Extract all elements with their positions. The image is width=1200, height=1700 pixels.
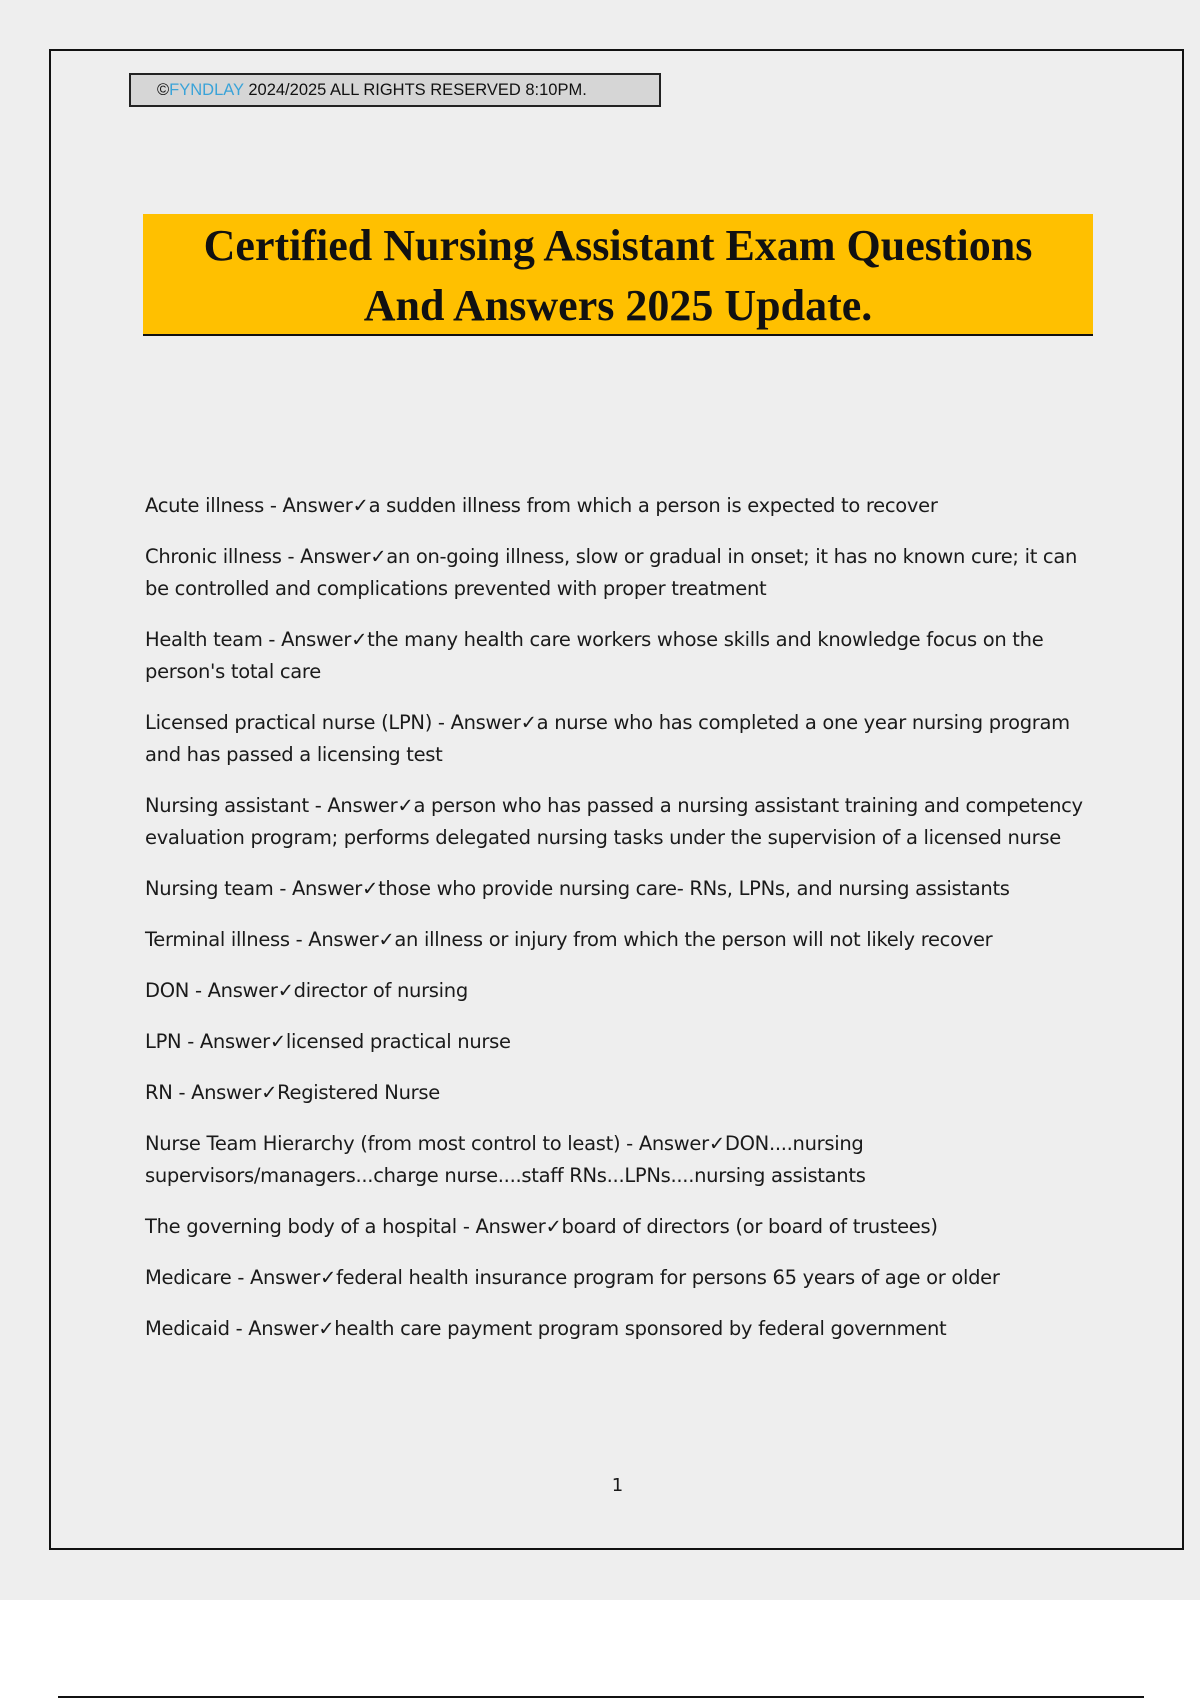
answer-label: - Answer (172, 1081, 262, 1104)
qa-item (145, 873, 1090, 905)
answer-label: - Answer (229, 1317, 319, 1340)
qa-item (145, 490, 1090, 522)
checkmark-icon: ✓ (277, 979, 294, 1002)
qa-term: LPN (145, 1030, 182, 1053)
checkmark-icon: ✓ (351, 628, 368, 651)
qa-term: Chronic illness (145, 545, 282, 568)
qa-list (145, 490, 1090, 1364)
qa-term: DON (145, 979, 190, 1002)
checkmark-icon: ✓ (378, 928, 395, 951)
checkmark-icon: ✓ (318, 1317, 335, 1340)
copyright-symbol: © (157, 81, 170, 99)
answer-label: - Answer (432, 711, 521, 734)
qa-term: Nursing assistant (145, 794, 309, 817)
qa-term: RN (145, 1081, 173, 1104)
title-line-1: Certified Nursing Assistant Exam Questions (203, 221, 1033, 270)
qa-term: Health team (145, 628, 263, 651)
answer-label: - Answer (289, 928, 379, 951)
qa-item (145, 790, 1090, 854)
checkmark-icon: ✓ (261, 1081, 278, 1104)
qa-item (145, 541, 1090, 605)
answer-label: - Answer (263, 494, 353, 517)
checkmark-icon: ✓ (397, 794, 414, 817)
qa-item (145, 1128, 1090, 1192)
answer-label: - Answer (456, 1215, 546, 1238)
checkmark-icon: ✓ (545, 1215, 562, 1238)
checkmark-icon: ✓ (352, 494, 369, 517)
qa-answer: those who provide nursing care- RNs, LPNs, and nursing assistants (378, 877, 1010, 900)
qa-term: Acute illness (145, 494, 264, 517)
qa-answer: director of nursing (293, 979, 468, 1002)
answer-label: - Answer (189, 979, 278, 1002)
page-number: 1 (611, 1475, 624, 1496)
qa-answer: Registered Nurse (277, 1081, 440, 1104)
checkmark-icon: ✓ (269, 1030, 286, 1053)
checkmark-icon: ✓ (708, 1132, 725, 1155)
answer-label: - Answer (231, 1266, 321, 1289)
qa-term: Nursing team (145, 877, 274, 900)
qa-item (145, 1077, 1090, 1109)
qa-term: Licensed practical nurse (LPN) (145, 711, 433, 734)
qa-term: Nurse Team Hierarchy (from most control to least) (145, 1132, 621, 1155)
qa-term: Medicare (145, 1266, 232, 1289)
copyright-text: 2024/2025 ALL RIGHTS RESERVED 8:10PM. (243, 81, 587, 99)
document-title (143, 214, 1093, 336)
qa-item (145, 1026, 1090, 1058)
qa-answer: health care payment program sponsored by federal government (334, 1317, 947, 1340)
qa-term: The governing body of a hospital (145, 1215, 457, 1238)
qa-answer: licensed practical nurse (285, 1030, 511, 1053)
checkmark-icon: ✓ (370, 545, 387, 568)
qa-item (145, 975, 1090, 1007)
qa-answer: a sudden illness from which a person is expected to recover (368, 494, 938, 517)
copyright-notice (129, 73, 661, 107)
qa-term: Medicaid (145, 1317, 230, 1340)
answer-label: - Answer (308, 794, 398, 817)
qa-item (145, 924, 1090, 956)
qa-answer: an on-going illness, slow or gradual in onset; it has no known cure; it can be controlled and complications prevented with proper treatment (145, 545, 1078, 600)
qa-item (145, 1313, 1090, 1345)
next-page-top-rule (58, 1696, 1144, 1698)
answer-label: - Answer (273, 877, 363, 900)
qa-answer: a person who has passed a nursing assistant training and competency evaluation program; performs delegated nursing tasks under the supervision of a licensed nurse (145, 794, 1083, 849)
qa-item (145, 624, 1090, 688)
title-line-2: And Answers 2025 Update. (363, 281, 873, 330)
qa-answer: an illness or injury from which the person will not likely recover (394, 928, 993, 951)
qa-term: Terminal illness (145, 928, 290, 951)
qa-answer: board of directors (or board of trustees) (561, 1215, 938, 1238)
answer-label: - Answer (262, 628, 352, 651)
checkmark-icon: ✓ (520, 711, 537, 734)
answer-label: - Answer (620, 1132, 709, 1155)
brand-name: FYNDLAY (169, 81, 244, 99)
qa-item (145, 1211, 1090, 1243)
checkmark-icon: ✓ (320, 1266, 337, 1289)
qa-item (145, 707, 1090, 771)
answer-label: - Answer (281, 545, 371, 568)
answer-label: - Answer (181, 1030, 270, 1053)
qa-answer: DON....nursing supervisors/managers...charge nurse....staff RNs...LPNs....nursing assistants (145, 1132, 866, 1187)
qa-answer: federal health insurance program for persons 65 years of age or older (336, 1266, 1000, 1289)
qa-answer: the many health care workers whose skills and knowledge focus on the person's total care (145, 628, 1044, 683)
checkmark-icon: ✓ (362, 877, 379, 900)
qa-item (145, 1262, 1090, 1294)
qa-answer: a nurse who has completed a one year nursing program and has passed a licensing test (145, 711, 1070, 766)
